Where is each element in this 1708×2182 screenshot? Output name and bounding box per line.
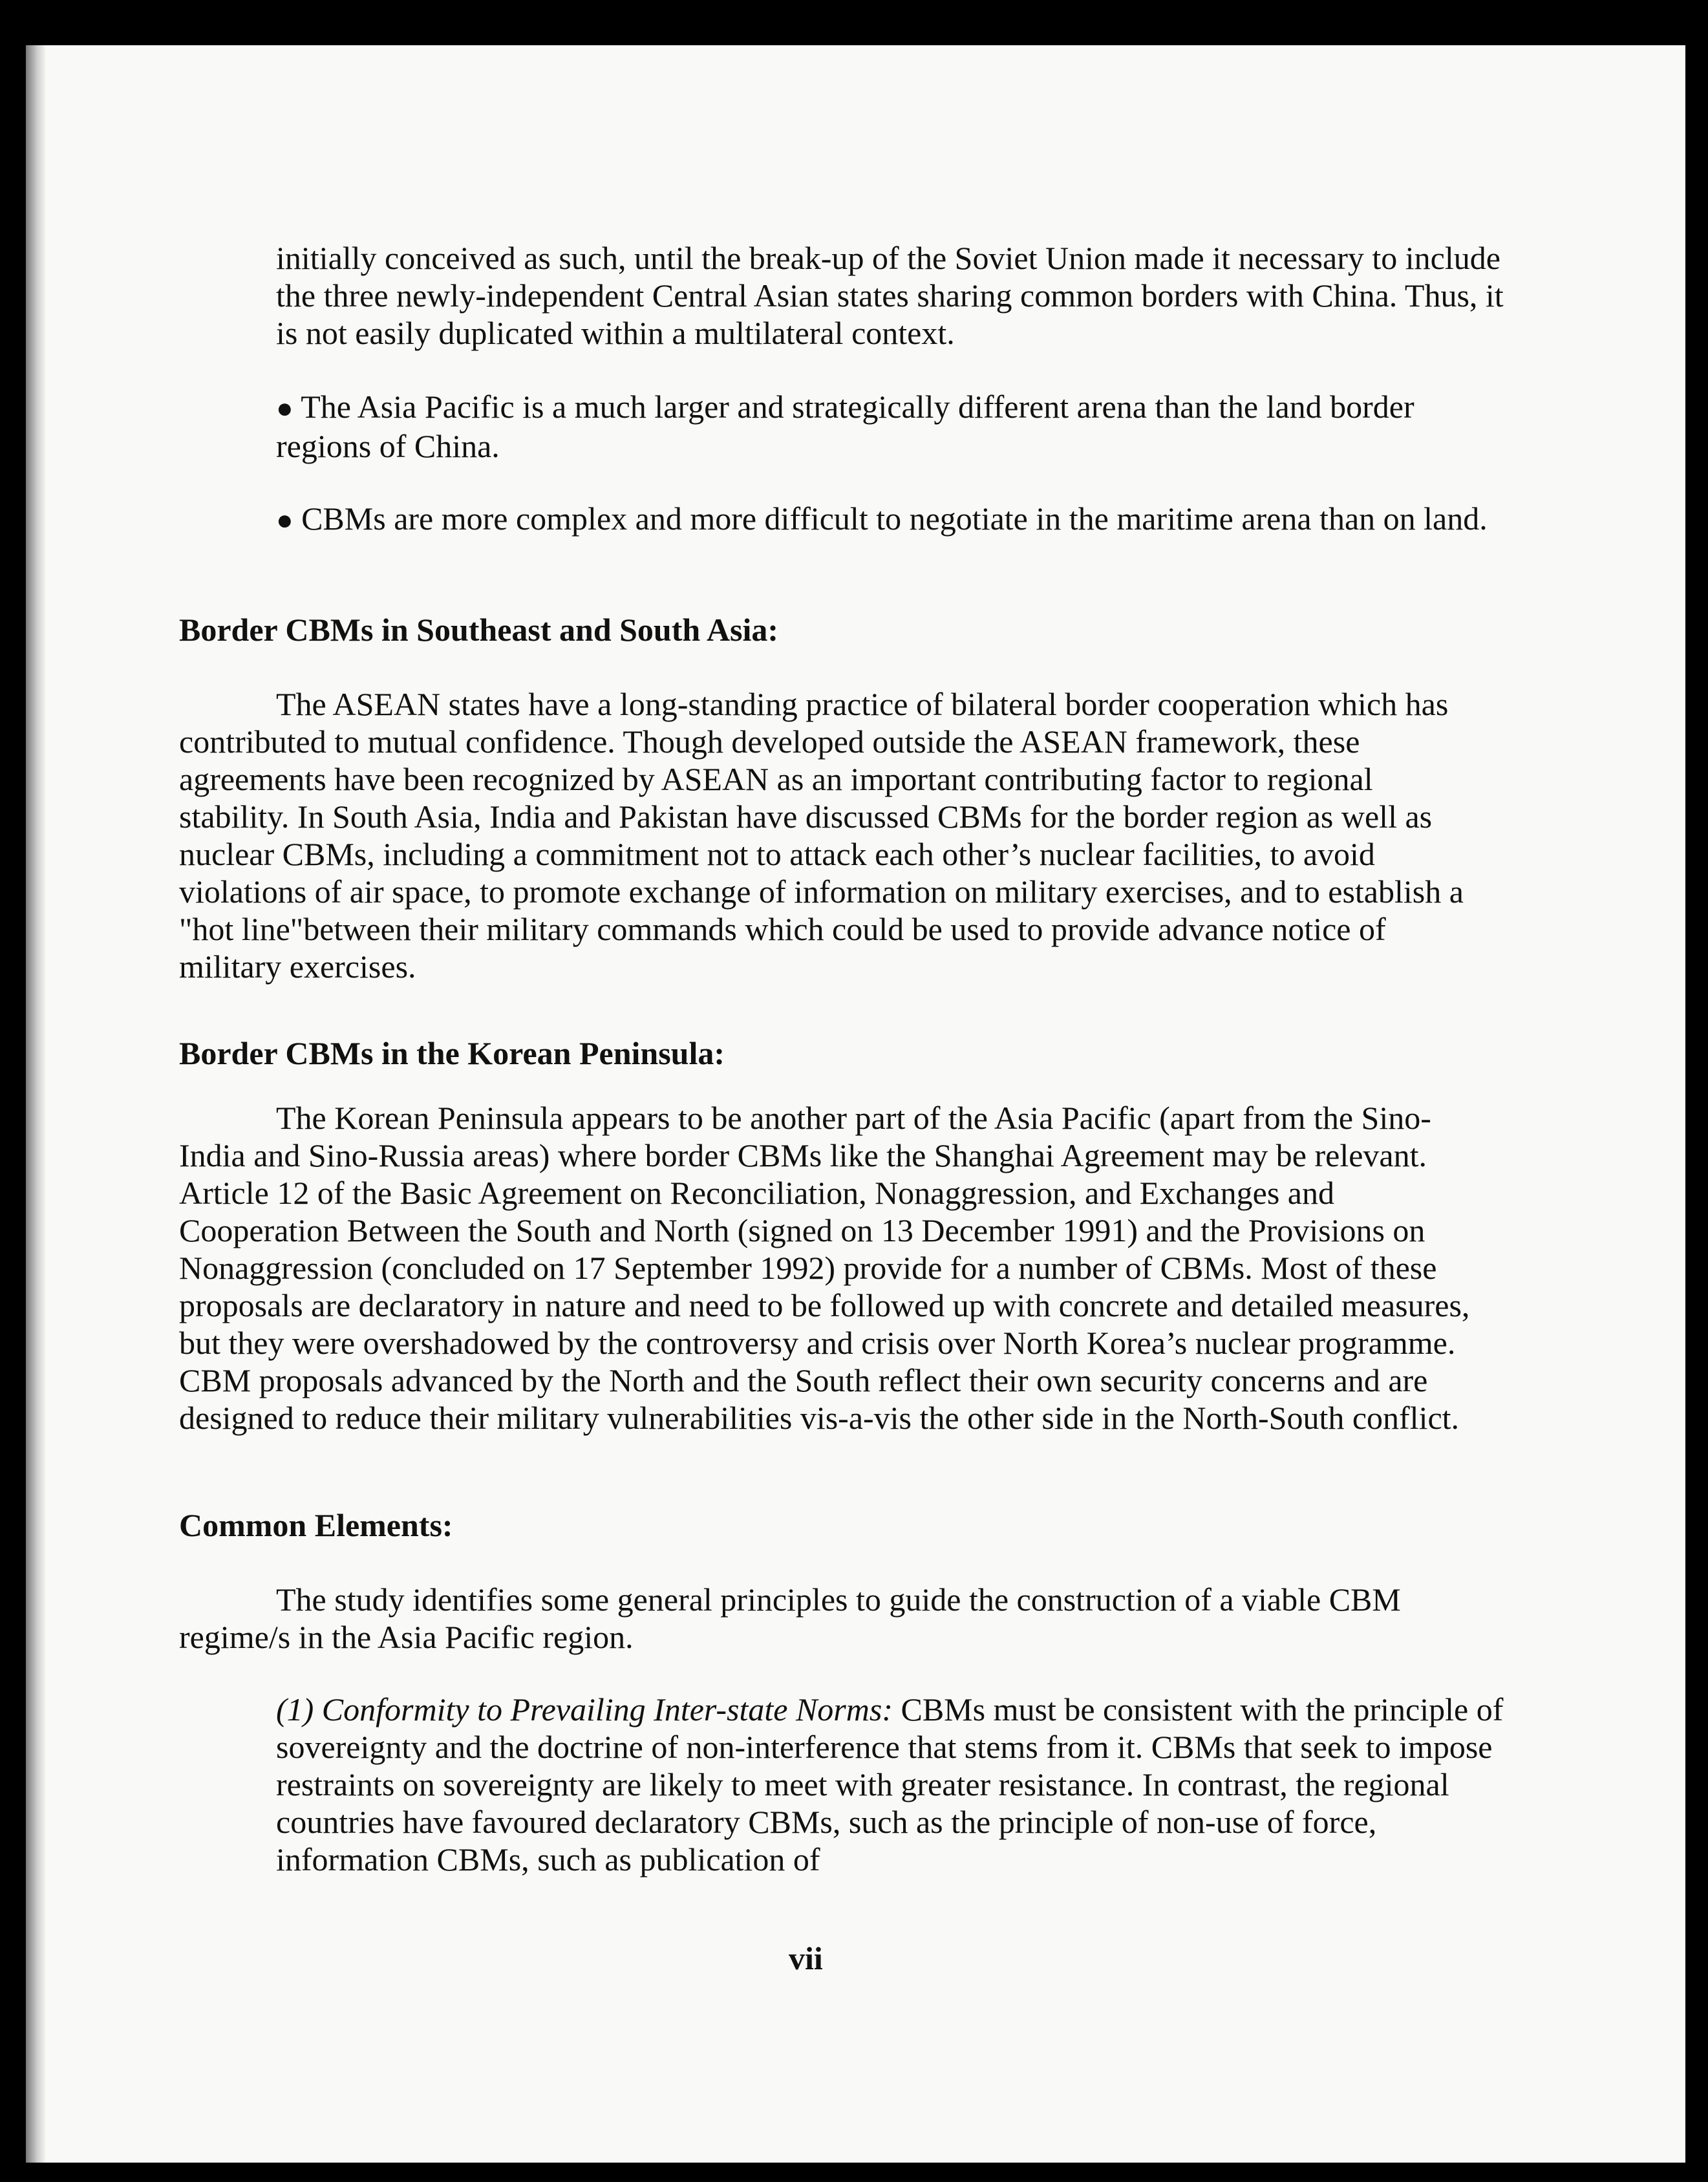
principle-title: (1) Conformity to Prevailing Inter-state Norms: — [276, 1691, 893, 1727]
section-heading: Border CBMs in Southeast and South Asia: — [179, 612, 779, 648]
section-heading: Border CBMs in the Korean Peninsula: — [179, 1035, 725, 1071]
paragraph: The ASEAN states have a long-standing practice of bilateral border cooperation which has contributed to mutual confidence. Though developed outside the ASEAN framework, these agreements have been recognized by ASEAN as an important contributing factor to regional stability. In South Asia, India and Pakistan have discussed CBMs for the border region as well as nuclear CBMs, including a commitment not to attack each other’s nuclear facilities, to avoid violations of air space, to promote exchange of information on military exercises, and to establish a "hot line"between their military commands which could be used to provide advance notice of military exercises. — [179, 686, 1464, 985]
page-binding-edge — [26, 45, 45, 2163]
paper-sheet — [26, 45, 1685, 2163]
paragraph: The Korean Peninsula appears to be another part of the Asia Pacific (apart from the Sino-India and Sino-Russia areas) where border CBMs like the Shanghai Agreement may be relevant. Article 12 of the Basic Agreement on Reconciliation, Nonaggression, and Exchanges and Cooperation Between the South and North (signed on 13 December 1991) and the Provisions on Nonaggression (concluded on 17 September 1992) provide for a number of CBMs. Most of these proposals are declaratory in nature and need to be followed up with concrete and detailed measures, but they were overshadowed by the controversy and crisis over North Korea’s nuclear programme. CBM proposals advanced by the North and the South reflect their own security concerns and are designed to reduce their military vulnerabilities vis-a-vis the other side in the North-South conflict. — [179, 1100, 1470, 1436]
paragraph: The study identifies some general principles to guide the construction of a viable CBM regime/s in the Asia Pacific region. — [179, 1581, 1401, 1655]
section-heading: Common Elements: — [179, 1507, 453, 1543]
principle-item — [276, 1691, 1504, 1878]
principle-text: CBMs must be consistent with the principle of sovereignty and the doctrine of non-interference that stems from it. CBMs that seek to impose restraints on sovereignty are likely to meet with greater resistance. In contrast, the regional countries have favoured declaratory CBMs, such as the principle of non-use of force, information CBMs, such as publication of — [276, 1691, 1504, 1877]
bullet-icon: ● — [276, 392, 294, 424]
bullet-item — [276, 500, 1504, 539]
bullet-text: The Asia Pacific is a much larger and strategically different arena than the land border regions of China. — [276, 389, 1414, 464]
bullet-icon: ● — [276, 504, 294, 536]
bullet-text: CBMs are more complex and more difficult to negotiate in the maritime arena than on land. — [301, 500, 1488, 537]
paragraph-continuation: initially conceived as such, until the break-up of the Soviet Union made it necessary to include the three newly-independent Central Asian states sharing common borders with China. Thus, it is not easily duplicated within a multilateral context. — [276, 240, 1504, 351]
page-number: vii — [789, 1940, 823, 1976]
bullet-item — [276, 388, 1504, 465]
